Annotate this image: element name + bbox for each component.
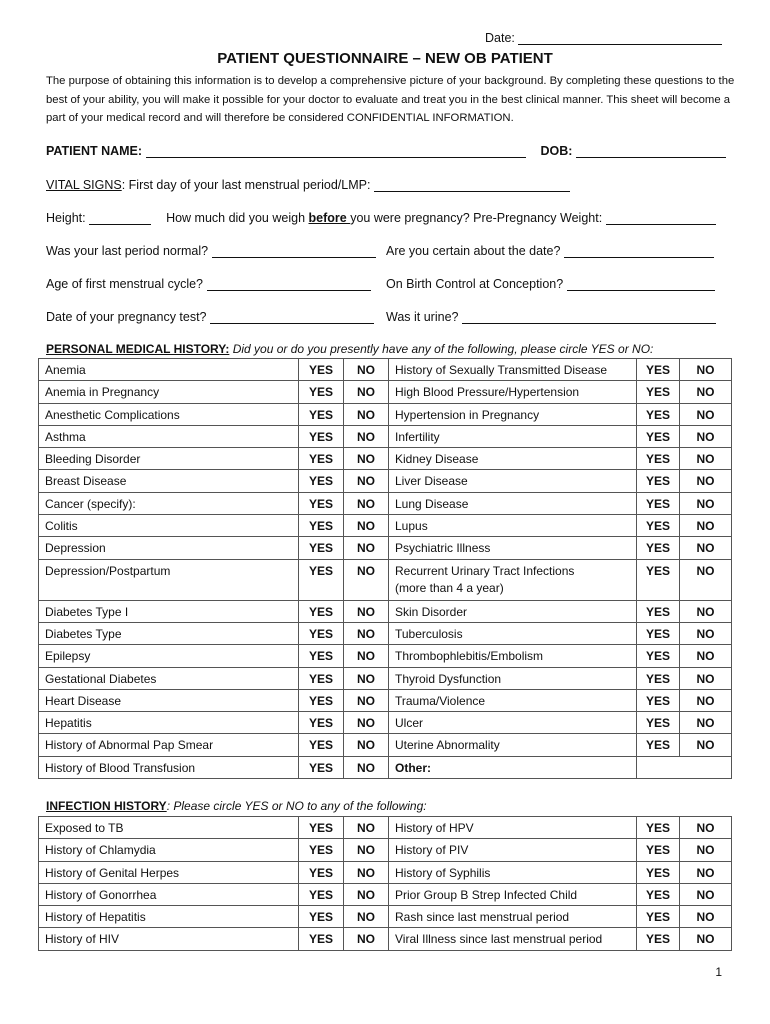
- no-option[interactable]: NO: [344, 425, 389, 447]
- no-option[interactable]: NO: [680, 906, 732, 928]
- condition-text: Trauma/Violence: [395, 693, 486, 708]
- certain-date-input[interactable]: [564, 243, 714, 258]
- no-option[interactable]: NO: [344, 928, 389, 950]
- condition-text: Prior Group B Strep Infected Child: [395, 887, 578, 902]
- table-row: [39, 928, 732, 950]
- yes-option[interactable]: YES: [637, 645, 680, 667]
- yes-option[interactable]: YES: [637, 403, 680, 425]
- yes-option[interactable]: YES: [299, 861, 344, 883]
- condition-label: [389, 689, 637, 711]
- condition-text: Liver Disease: [395, 474, 468, 489]
- no-option[interactable]: NO: [344, 492, 389, 514]
- no-option[interactable]: NO: [680, 712, 732, 734]
- yes-option[interactable]: YES: [299, 667, 344, 689]
- yes-option[interactable]: YES: [299, 492, 344, 514]
- yes-option[interactable]: YES: [299, 734, 344, 756]
- condition-label: Exposed to TB: [39, 817, 299, 839]
- yes-option[interactable]: YES: [637, 817, 680, 839]
- infection-history-heading: INFECTION HISTORY: [46, 799, 167, 813]
- period-normal-input[interactable]: [212, 243, 376, 258]
- condition-text: Other:: [395, 760, 431, 775]
- no-option[interactable]: NO: [344, 906, 389, 928]
- no-option[interactable]: NO: [680, 515, 732, 537]
- yes-option[interactable]: YES: [637, 667, 680, 689]
- dob-input[interactable]: [576, 143, 726, 158]
- urine-input[interactable]: [462, 309, 716, 324]
- urine-row: [386, 309, 716, 324]
- height-label: Height:: [46, 211, 86, 225]
- no-option[interactable]: NO: [680, 817, 732, 839]
- yes-option[interactable]: YES: [637, 906, 680, 928]
- table-row: [39, 537, 732, 559]
- medical-history-instruction: Did you or do you presently have any of the following, please circle YES or NO:: [229, 342, 654, 356]
- no-option[interactable]: NO: [344, 515, 389, 537]
- condition-label: Anemia in Pregnancy: [39, 381, 299, 403]
- condition-label: History of HIV: [39, 928, 299, 950]
- table-row: [39, 756, 732, 778]
- condition-label: History of Blood Transfusion: [39, 756, 299, 778]
- condition-text: Skin Disorder: [395, 604, 468, 619]
- condition-label: History of Hepatitis: [39, 906, 299, 928]
- no-option[interactable]: NO: [680, 734, 732, 756]
- condition-text: Viral Illness since last menstrual period: [395, 932, 603, 947]
- certain-date-label: Are you certain about the date?: [386, 244, 561, 258]
- condition-label: Anemia: [39, 359, 299, 381]
- no-option[interactable]: NO: [344, 712, 389, 734]
- no-option[interactable]: NO: [680, 537, 732, 559]
- condition-label: [389, 667, 637, 689]
- no-option[interactable]: NO: [680, 861, 732, 883]
- table-row: [39, 600, 732, 622]
- period-normal-label: Was your last period normal?: [46, 244, 209, 258]
- height-input[interactable]: [89, 210, 151, 225]
- condition-label: [389, 839, 637, 861]
- dob-label: DOB:: [540, 144, 573, 158]
- birth-control-input[interactable]: [567, 276, 715, 291]
- condition-label: [389, 645, 637, 667]
- no-option[interactable]: NO: [344, 470, 389, 492]
- yes-option[interactable]: YES: [299, 689, 344, 711]
- condition-label: [389, 756, 637, 778]
- yes-option[interactable]: YES: [299, 515, 344, 537]
- no-option[interactable]: NO: [680, 883, 732, 905]
- yes-option[interactable]: YES: [637, 470, 680, 492]
- yes-option[interactable]: YES: [299, 645, 344, 667]
- yes-option[interactable]: YES: [299, 403, 344, 425]
- page-title: PATIENT QUESTIONNAIRE – NEW OB PATIENT: [217, 50, 553, 67]
- condition-text: Lupus: [395, 519, 428, 534]
- no-option[interactable]: NO: [344, 600, 389, 622]
- condition-label: History of Genital Herpes: [39, 861, 299, 883]
- no-option[interactable]: NO: [344, 734, 389, 756]
- condition-label: Hepatitis: [39, 712, 299, 734]
- no-option[interactable]: NO: [680, 381, 732, 403]
- condition-label: [389, 817, 637, 839]
- no-option[interactable]: NO: [680, 559, 732, 600]
- table-row: [39, 712, 732, 734]
- condition-text-secondary: (more than 4 a year): [395, 580, 504, 595]
- condition-label: Epilepsy: [39, 645, 299, 667]
- no-option[interactable]: NO: [344, 622, 389, 644]
- yes-option[interactable]: YES: [637, 883, 680, 905]
- no-option[interactable]: NO: [344, 403, 389, 425]
- table-row: [39, 381, 732, 403]
- table-row: [39, 734, 732, 756]
- condition-text: Recurrent Urinary Tract Infections: [395, 563, 575, 578]
- urine-label: Was it urine?: [386, 310, 459, 324]
- no-option[interactable]: NO: [344, 689, 389, 711]
- table-row: [39, 403, 732, 425]
- yes-option[interactable]: YES: [637, 381, 680, 403]
- condition-text: History of Syphilis: [395, 865, 491, 880]
- yes-option[interactable]: YES: [299, 622, 344, 644]
- no-option[interactable]: NO: [680, 470, 732, 492]
- table-row: [39, 559, 732, 600]
- condition-text: Ulcer: [395, 716, 424, 731]
- condition-label: [389, 359, 637, 381]
- no-option[interactable]: NO: [344, 448, 389, 470]
- condition-label: [389, 381, 637, 403]
- condition-label: Diabetes Type: [39, 622, 299, 644]
- yes-option[interactable]: YES: [299, 470, 344, 492]
- condition-text: History of HPV: [395, 821, 474, 835]
- table-row: [39, 689, 732, 711]
- table-row: [39, 861, 732, 883]
- weight-input[interactable]: [606, 210, 716, 225]
- yes-option[interactable]: YES: [637, 712, 680, 734]
- table-row: [39, 645, 732, 667]
- no-option[interactable]: NO: [344, 861, 389, 883]
- yes-option[interactable]: YES: [299, 559, 344, 600]
- birth-control-row: [386, 276, 715, 291]
- table-row: [39, 425, 732, 447]
- table-row: [39, 667, 732, 689]
- condition-label: [389, 600, 637, 622]
- yes-option[interactable]: YES: [299, 906, 344, 928]
- medical-history-table: [38, 358, 732, 779]
- condition-text: Tuberculosis: [395, 626, 463, 641]
- condition-label: Bleeding Disorder: [39, 448, 299, 470]
- first-cycle-input[interactable]: [207, 276, 371, 291]
- no-option[interactable]: NO: [344, 667, 389, 689]
- yes-option[interactable]: YES: [299, 756, 344, 778]
- no-option[interactable]: NO: [344, 645, 389, 667]
- condition-label: Diabetes Type I: [39, 600, 299, 622]
- no-option[interactable]: NO: [344, 883, 389, 905]
- condition-label: [389, 492, 637, 514]
- condition-label: Depression/Postpartum: [39, 559, 299, 600]
- condition-label: [389, 470, 637, 492]
- medical-history-heading-row: [46, 342, 653, 356]
- yes-option[interactable]: YES: [299, 839, 344, 861]
- preg-test-input[interactable]: [210, 309, 374, 324]
- vital-signs-heading: VITAL SIGNS: [46, 178, 122, 192]
- yes-option[interactable]: YES: [637, 559, 680, 600]
- condition-label: Heart Disease: [39, 689, 299, 711]
- weight-question-before: before: [308, 211, 351, 225]
- yes-option[interactable]: YES: [299, 600, 344, 622]
- condition-text: Rash since last menstrual period: [395, 910, 570, 925]
- yes-option[interactable]: YES: [637, 492, 680, 514]
- condition-label: Gestational Diabetes: [39, 667, 299, 689]
- yes-option[interactable]: YES: [637, 425, 680, 447]
- patient-name-label: PATIENT NAME:: [46, 144, 143, 158]
- table-row: [39, 906, 732, 928]
- other-blank[interactable]: [637, 756, 732, 778]
- no-option[interactable]: NO: [680, 425, 732, 447]
- condition-label: [389, 425, 637, 447]
- patient-name-input[interactable]: [146, 143, 526, 158]
- no-option[interactable]: NO: [680, 492, 732, 514]
- condition-label: Colitis: [39, 515, 299, 537]
- condition-label: [389, 712, 637, 734]
- table-row: [39, 817, 732, 839]
- table-row: [39, 492, 732, 514]
- yes-option[interactable]: YES: [637, 839, 680, 861]
- period-normal-row: [46, 243, 376, 258]
- yes-option[interactable]: YES: [637, 359, 680, 381]
- condition-label: [389, 622, 637, 644]
- table-row: [39, 448, 732, 470]
- first-cycle-label: Age of first menstrual cycle?: [46, 277, 204, 291]
- condition-label: Breast Disease: [39, 470, 299, 492]
- condition-text: Uterine Abnormality: [395, 738, 500, 753]
- lmp-row: [46, 177, 570, 192]
- yes-option[interactable]: YES: [637, 622, 680, 644]
- infection-history-heading-row: [46, 799, 427, 813]
- weight-question-post: you were pregnancy? Pre-Pregnancy Weight:: [350, 211, 603, 225]
- condition-text: Thyroid Dysfunction: [395, 671, 502, 686]
- table-row: [39, 883, 732, 905]
- no-option[interactable]: NO: [344, 817, 389, 839]
- yes-option[interactable]: YES: [637, 734, 680, 756]
- condition-label: [389, 883, 637, 905]
- yes-option[interactable]: YES: [637, 689, 680, 711]
- no-option[interactable]: NO: [344, 359, 389, 381]
- no-option[interactable]: NO: [344, 756, 389, 778]
- condition-text: History of Sexually Transmitted Disease: [395, 363, 608, 377]
- yes-option[interactable]: YES: [637, 537, 680, 559]
- table-row: [39, 622, 732, 644]
- condition-label: [389, 928, 637, 950]
- condition-label: [389, 403, 637, 425]
- yes-option[interactable]: YES: [299, 537, 344, 559]
- yes-option[interactable]: YES: [299, 883, 344, 905]
- no-option[interactable]: NO: [344, 839, 389, 861]
- infection-history-table: [38, 816, 732, 951]
- yes-option[interactable]: YES: [299, 928, 344, 950]
- preg-test-label: Date of your pregnancy test?: [46, 310, 207, 324]
- lmp-input[interactable]: [374, 177, 570, 192]
- yes-option[interactable]: YES: [299, 381, 344, 403]
- no-option[interactable]: NO: [344, 559, 389, 600]
- table-row: [39, 515, 732, 537]
- condition-label: [389, 559, 637, 600]
- condition-text: History of PIV: [395, 843, 469, 858]
- date-field[interactable]: [485, 30, 722, 45]
- condition-label: [389, 906, 637, 928]
- no-option[interactable]: NO: [680, 448, 732, 470]
- yes-option[interactable]: YES: [299, 359, 344, 381]
- yes-option[interactable]: YES: [637, 600, 680, 622]
- preg-test-row: [46, 309, 374, 324]
- condition-label: [389, 734, 637, 756]
- condition-label: History of Chlamydia: [39, 839, 299, 861]
- condition-text: Thrombophlebitis/Embolism: [395, 649, 544, 664]
- no-option[interactable]: NO: [680, 928, 732, 950]
- no-option[interactable]: NO: [680, 839, 732, 861]
- yes-option[interactable]: YES: [637, 861, 680, 883]
- condition-text: High Blood Pressure/Hypertension: [395, 385, 580, 400]
- no-option[interactable]: NO: [680, 689, 732, 711]
- yes-option[interactable]: YES: [299, 448, 344, 470]
- no-option[interactable]: NO: [680, 359, 732, 381]
- yes-option[interactable]: YES: [299, 712, 344, 734]
- lmp-label: : First day of your last menstrual period/LMP:: [121, 178, 371, 192]
- first-cycle-row: [46, 276, 371, 291]
- intro-paragraph: The purpose of obtaining this information is to develop a comprehensive picture of your background. By completing these questions to the best of your ability, you will make it possible for your doctor to evaluate and treat you in the best clinical manner. This sheet will become a part of your medical record and will therefore be considered CONFIDENTIAL INFORMATION.: [46, 75, 735, 124]
- condition-label: Cancer (specify):: [39, 492, 299, 514]
- no-option[interactable]: NO: [680, 667, 732, 689]
- condition-text: Lung Disease: [395, 496, 469, 511]
- no-option[interactable]: NO: [344, 381, 389, 403]
- table-row: [39, 359, 732, 381]
- condition-text: Hypertension in Pregnancy: [395, 407, 540, 422]
- condition-label: History of Abnormal Pap Smear: [39, 734, 299, 756]
- birth-control-label: On Birth Control at Conception?: [386, 277, 564, 291]
- height-weight-row: [46, 210, 716, 225]
- date-label: Date:: [485, 31, 515, 45]
- medical-history-heading: PERSONAL MEDICAL HISTORY:: [46, 342, 230, 356]
- page-number: 1: [715, 965, 722, 979]
- no-option[interactable]: NO: [680, 600, 732, 622]
- condition-label: [389, 448, 637, 470]
- condition-text: Infertility: [395, 429, 440, 444]
- table-row: [39, 839, 732, 861]
- yes-option[interactable]: YES: [637, 515, 680, 537]
- condition-label: History of Gonorrhea: [39, 883, 299, 905]
- no-option[interactable]: NO: [344, 537, 389, 559]
- table-row: [39, 470, 732, 492]
- no-option[interactable]: NO: [680, 645, 732, 667]
- weight-question-pre: How much did you weigh: [166, 211, 309, 225]
- no-option[interactable]: NO: [680, 622, 732, 644]
- condition-label: [389, 861, 637, 883]
- yes-option[interactable]: YES: [637, 928, 680, 950]
- yes-option[interactable]: YES: [299, 425, 344, 447]
- date-input-line[interactable]: [518, 30, 722, 45]
- condition-text: Psychiatric Illness: [395, 541, 491, 556]
- patient-name-row: [46, 143, 726, 158]
- condition-label: [389, 537, 637, 559]
- yes-option[interactable]: YES: [637, 448, 680, 470]
- no-option[interactable]: NO: [680, 403, 732, 425]
- certain-date-row: [386, 243, 714, 258]
- condition-label: Anesthetic Complications: [39, 403, 299, 425]
- condition-label: Asthma: [39, 425, 299, 447]
- infection-history-instruction: : Please circle YES or NO to any of the following:: [166, 799, 427, 813]
- condition-text: Kidney Disease: [395, 452, 479, 467]
- yes-option[interactable]: YES: [299, 817, 344, 839]
- condition-label: Depression: [39, 537, 299, 559]
- condition-label: [389, 515, 637, 537]
